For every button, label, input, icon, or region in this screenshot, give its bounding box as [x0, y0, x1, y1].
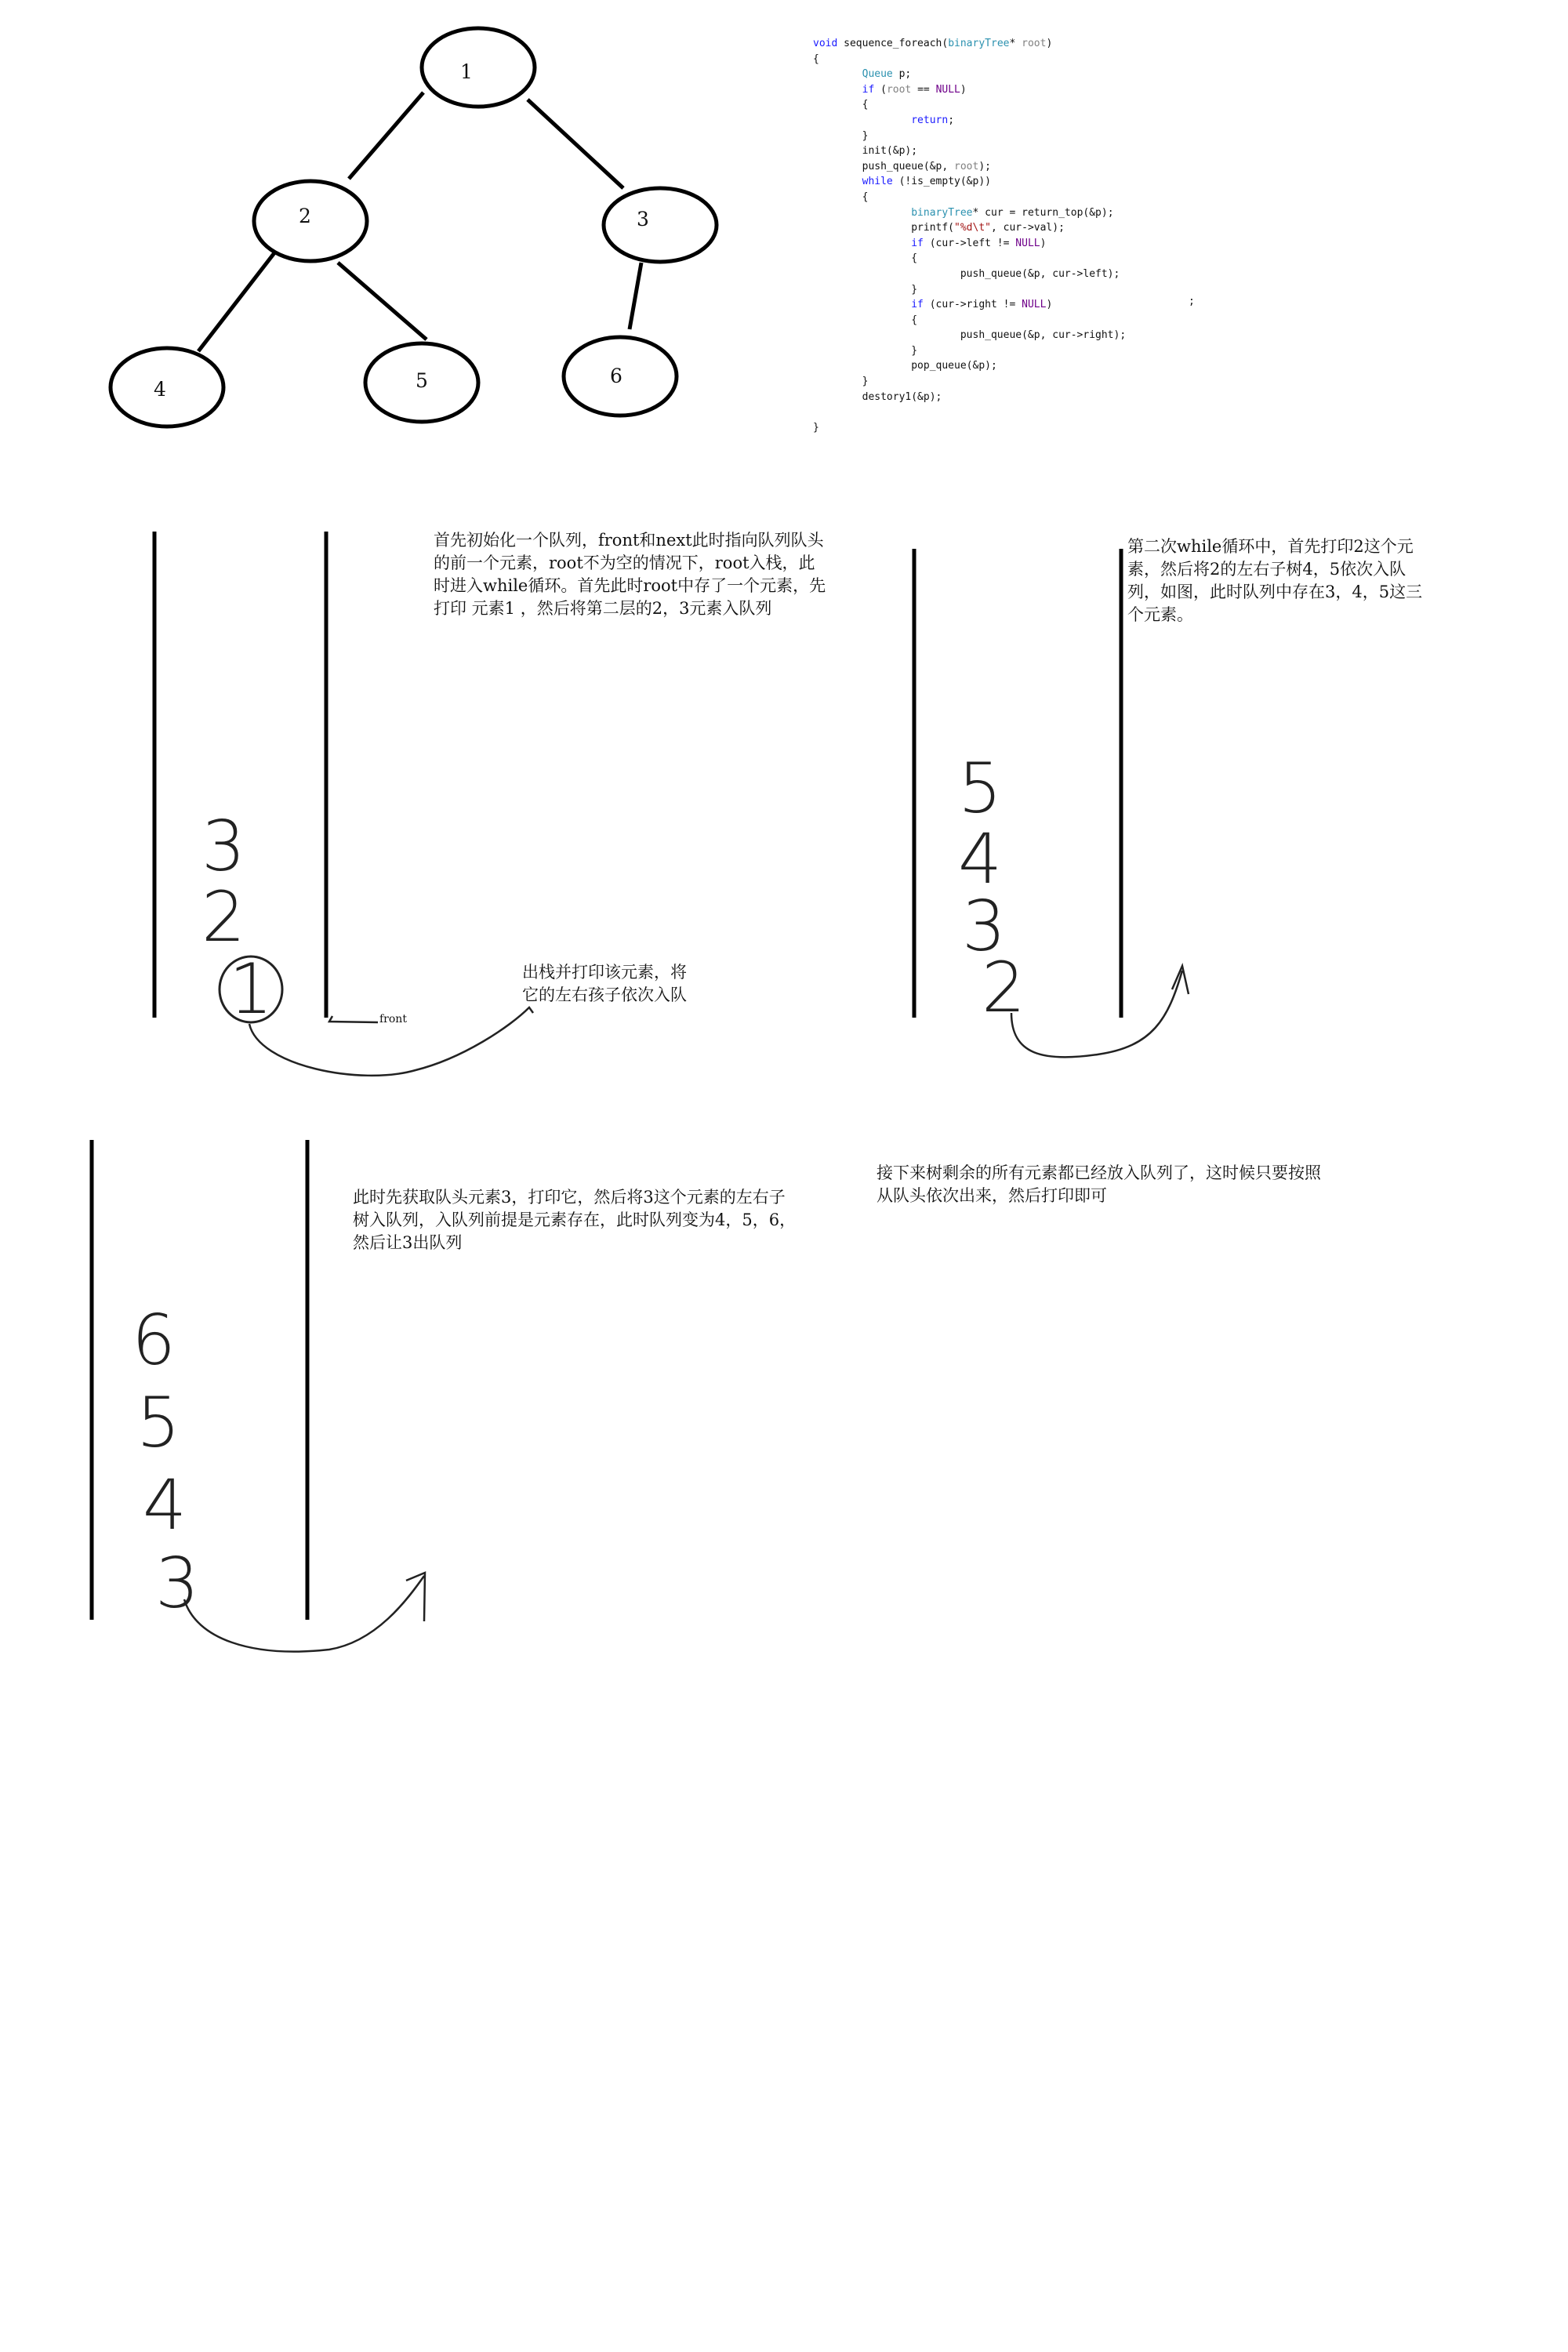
tree-node-label-2: 2 — [299, 205, 311, 227]
code-line: } — [813, 129, 869, 142]
arrow-step3 — [184, 1573, 425, 1652]
queue1-item-2: 2 — [201, 877, 245, 957]
code-line: void sequence_foreach(binaryTree* root) — [813, 38, 1053, 49]
code-line: } — [813, 344, 918, 357]
code-line: { — [813, 252, 918, 265]
code-line: if (cur->right != NULL) — [911, 299, 1053, 311]
code-line: pop_queue(&p); — [813, 360, 997, 372]
tree-node-label-4: 4 — [154, 378, 166, 401]
tree-node-1 — [422, 28, 535, 107]
queue2-item-3: 3 — [962, 886, 1006, 967]
tree-nodes — [111, 28, 717, 426]
code-line: Queue p; — [862, 68, 912, 81]
code-line: { — [813, 53, 819, 65]
tree-node-4 — [111, 348, 223, 426]
arrow-step2 — [1011, 966, 1189, 1057]
front-pointer — [329, 1016, 378, 1022]
step1-note: 首先初始化一个队列，front和next此时指向队列队头 的前一个元素，root不为空的情况下，root入栈，此 时进入while循环。首先此时root中存了一个元素，先 打印 元素1 ，然后将第二层的2，3元素入队列 — [434, 531, 826, 618]
edge-1-2 — [349, 93, 423, 179]
edge-3-6 — [630, 263, 641, 329]
queue1-item-3: 3 — [201, 806, 245, 887]
tree-node-label-3: 3 — [637, 208, 649, 230]
code-line: { — [813, 314, 918, 326]
queue2-item-4: 4 — [958, 818, 1002, 899]
code-line: printf("%d\t", cur->val); — [813, 222, 1065, 234]
code-line: { — [813, 191, 869, 203]
code-line: push_queue(&p, cur->left); — [813, 267, 1120, 280]
queue2-item-5: 5 — [958, 748, 1002, 829]
code-line: binaryTree* cur = return_top(&p); — [911, 206, 1114, 219]
edge-2-4 — [198, 251, 276, 351]
step3-note: 此时先获取队头元素3，打印它，然后将3这个元素的左右子 树入队列，入队列前提是元素存在，此时队列变为4，5，6， 然后让3出队列 — [353, 1188, 797, 1252]
tree-node-label-6: 6 — [610, 365, 622, 387]
code-line: return; — [911, 114, 955, 126]
tree-node-label-5: 5 — [416, 369, 428, 392]
dequeue-note: 出栈并打印该元素，将 它的左右孩子依次入队 — [522, 963, 687, 1004]
queue3-item-5: 5 — [136, 1382, 180, 1463]
code-line: } — [813, 421, 819, 434]
edge-2-5 — [338, 263, 426, 339]
stray-semicolon: ; — [1189, 296, 1195, 307]
edge-1-3 — [528, 100, 623, 188]
curved-arrows — [184, 966, 1189, 1652]
queue1-item-1: 1 — [229, 949, 273, 1029]
queue2-item-2: 2 — [982, 947, 1025, 1028]
tree-node-label-1: 1 — [460, 60, 473, 83]
code-line: } — [813, 376, 869, 388]
queue-walls — [92, 532, 1121, 1620]
code-line: push_queue(&p, cur->right); — [813, 329, 1127, 342]
step4-note: 接下来树剩余的所有元素都已经放入队列了，这时候只要按照 从队头依次出来，然后打印即可 — [877, 1163, 1321, 1205]
code-line: while (!is_empty(&p)) — [862, 176, 991, 188]
code-line: if (root == NULL) — [862, 83, 967, 96]
code-line: if (cur->left != NULL) — [911, 237, 1047, 249]
code-line: init(&p); — [813, 145, 918, 158]
queue3-item-6: 6 — [132, 1300, 176, 1381]
step2-note: 第二次while循环中，首先打印2这个元 素，然后将2的左右子树4，5依次入队 列，如图，此时队列中存在3，4，5这三 个元素。 — [1127, 537, 1423, 624]
tree-node-3 — [604, 188, 717, 262]
front-label: front — [379, 1013, 407, 1025]
code-line: { — [813, 99, 869, 111]
code-listing — [813, 36, 1126, 435]
code-line: destory1(&p); — [813, 390, 942, 403]
queue3-item-3: 3 — [155, 1543, 199, 1624]
queue3-item-4: 4 — [143, 1465, 187, 1545]
code-line: } — [813, 283, 918, 296]
code-line: push_queue(&p, root); — [813, 160, 991, 172]
